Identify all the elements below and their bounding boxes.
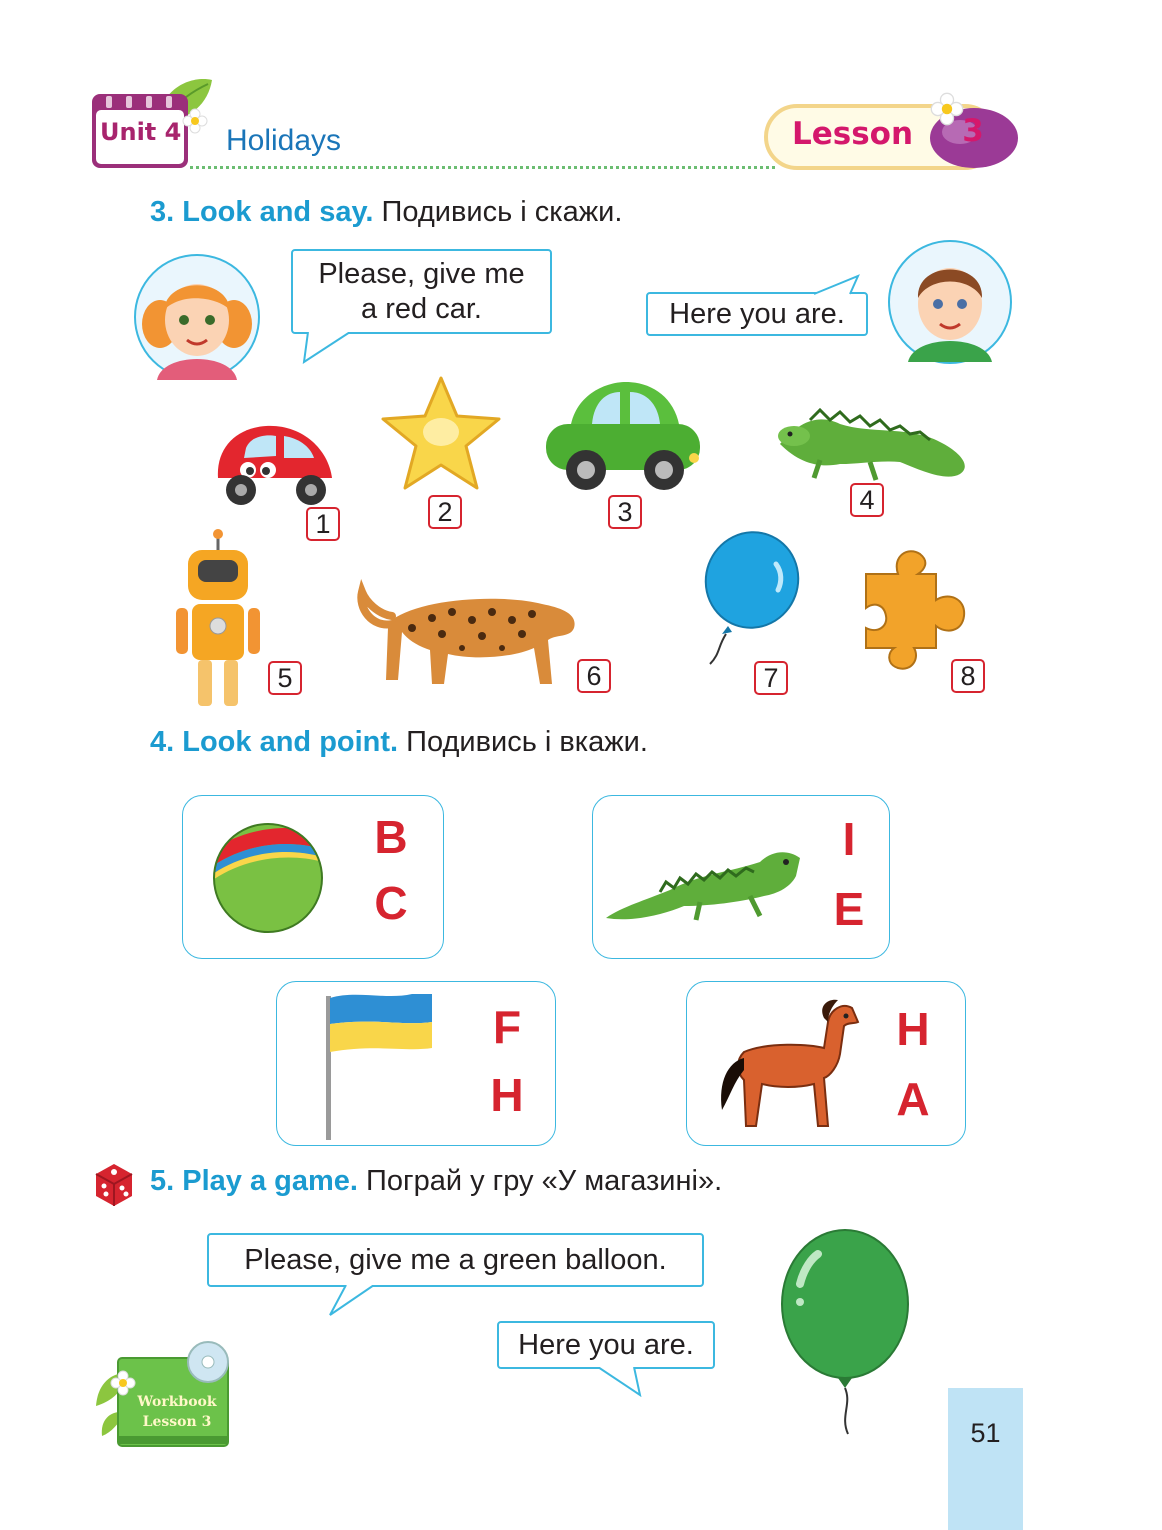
letter-option[interactable]: H [490,1069,524,1121]
puzzle-piece-icon [858,544,972,676]
header-divider [190,166,775,169]
speech-bubble-boy [646,292,868,336]
workbook-line1: Workbook [137,1394,217,1410]
robot-icon [168,528,268,712]
exercise-number: 3. [150,196,175,228]
letter-option[interactable]: I [842,813,856,865]
exercise-title-en: Play a game. [182,1165,358,1197]
exercise-title-en: Look and point. [182,726,399,758]
lizard-icon [760,390,982,486]
lesson-number: 3 [962,113,984,149]
item-number-6: 6 [577,659,611,693]
workbook-line2: Lesson 3 [142,1414,212,1430]
speech-bubble-tail [810,274,862,296]
letter-option[interactable]: A [896,1073,930,1125]
item-number-5: 5 [268,661,302,695]
star-icon [378,374,504,496]
speech-bubble-tail [322,1285,378,1317]
speech-bubble-answer [497,1321,715,1369]
speech-text-line2: a red car. [361,293,482,326]
speech-text: Please, give me a green balloon. [244,1244,667,1276]
ball-icon [210,820,326,936]
red-car-icon [206,408,341,508]
green-car-icon [540,380,708,494]
item-number-3: 3 [608,495,642,529]
letter-option[interactable]: B [374,811,408,863]
flag-icon [316,986,440,1142]
speech-text: Here you are. [518,1329,694,1361]
exercise-title-ua: Подивись і вкажи. [406,726,648,758]
page-number: 51 [970,1418,1001,1448]
blue-balloon-icon [700,530,804,670]
green-balloon-icon [778,1228,912,1440]
speech-text: Here you are. [669,298,845,330]
dice-icon [90,1160,138,1208]
letter-option[interactable]: H [896,1003,930,1055]
leopard-icon [352,568,584,690]
exercise-number: 4. [150,726,175,758]
item-number-7: 7 [754,661,788,695]
unit-label: Unit 4 [100,118,182,146]
lizard-icon [600,832,806,928]
lesson-label: Lesson [792,116,914,152]
horse-icon [708,992,862,1134]
letter-option[interactable]: C [374,877,408,929]
exercise-4-heading [150,726,648,759]
item-number-2: 2 [428,495,462,529]
item-number-1: 1 [306,507,340,541]
page-number-tab [948,1388,1023,1530]
item-number-8: 8 [951,659,985,693]
girl-avatar-icon [132,252,262,382]
exercise-title-ua: Подивись і скажи. [381,196,623,228]
speech-bubble-tail [594,1367,646,1397]
boy-avatar-icon [886,238,1014,366]
workbook-label[interactable] [126,1392,228,1432]
exercise-number: 5. [150,1165,175,1197]
letter-option[interactable]: E [833,883,865,935]
letter-option[interactable]: F [492,1001,522,1053]
exercise-3-heading [150,196,622,229]
speech-bubble-girl [291,249,552,334]
speech-text-line1: Please, give me [318,258,525,290]
flower-icon [182,108,208,134]
exercise-title-ua: Пограй у гру «У магазині». [366,1165,723,1197]
unit-title: Holidays [226,124,342,157]
speech-bubble-request [207,1233,704,1287]
item-number-4: 4 [850,483,884,517]
exercise-5-heading [150,1165,722,1198]
speech-bubble-tail [300,332,360,364]
exercise-title-en: Look and say. [182,196,374,228]
